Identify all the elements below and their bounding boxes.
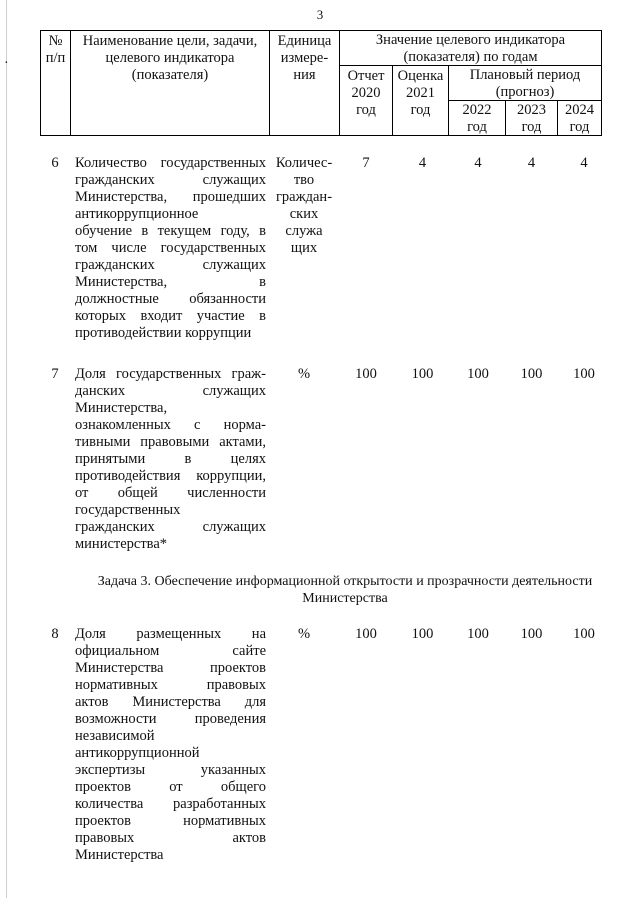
row-7-num: 7 bbox=[51, 366, 59, 382]
row-6-value-2024: 4 bbox=[580, 155, 588, 171]
header-plan-period: Плановый период (прогноз) bbox=[469, 67, 581, 100]
row-6-value-2020: 7 bbox=[362, 155, 370, 171]
table-header bbox=[40, 30, 602, 136]
row-7-value-2024: 100 bbox=[573, 366, 595, 382]
row-8-value-2022: 100 bbox=[467, 626, 489, 642]
row-7-name: Доля государственных граж- данских служащих Министерства, ознакомленных с норма- тивными правовыми актами, принятыми в целях противодействия коррупции, от общей численности государственных гражданских служащих министерства* bbox=[75, 366, 266, 552]
header-unit: Единица измере- ния bbox=[277, 33, 332, 83]
row-6-name: Количество государственных гражданских служащих Министерства, прошедших антикоррупционное обучение в текущем году, в том числе государственных гражданских служащих Министерства, в должностные обязанности которых входит участие в противодействии коррупции bbox=[75, 155, 266, 341]
header-2022: 2022 год bbox=[462, 102, 492, 135]
row-8-value-2023: 100 bbox=[520, 626, 543, 642]
header-2024: 2024 год bbox=[565, 102, 594, 135]
row-7-value-2023: 100 bbox=[520, 366, 543, 382]
row-6-value-2023: 4 bbox=[527, 155, 536, 171]
row-6-value-2021: 4 bbox=[418, 155, 427, 171]
row-6-unit: Количес- тво граждан- ских служа щих bbox=[275, 155, 333, 256]
header-report-2020: Отчет 2020 год bbox=[347, 68, 385, 118]
row-8-num: 8 bbox=[51, 626, 59, 642]
row-8-value-2024: 100 bbox=[573, 626, 595, 642]
row-7-unit: % bbox=[297, 366, 311, 382]
header-num: № п/п bbox=[45, 33, 66, 66]
scan-speck: · bbox=[4, 56, 9, 71]
row-8-value-2020: 100 bbox=[355, 626, 377, 642]
header-estimate-2021: Оценка 2021 год bbox=[397, 68, 444, 118]
row-7-value-2022: 100 bbox=[467, 366, 489, 382]
task-3-heading: Задача 3. Обеспечение информационной открытости и прозрачности деятельности Министерства bbox=[97, 574, 593, 606]
scan-edge-line bbox=[6, 0, 7, 898]
row-8-unit: % bbox=[297, 626, 311, 642]
row-7-value-2020: 100 bbox=[355, 366, 377, 382]
header-values-title: Значение целевого индикатора (показателя) по годам bbox=[375, 32, 566, 65]
header-name: Наименование цели, задачи, целевого индикатора (показателя) bbox=[82, 33, 258, 83]
row-8-value-2021: 100 bbox=[411, 626, 434, 642]
row-6-num: 6 bbox=[51, 155, 59, 171]
row-6-value-2022: 4 bbox=[474, 155, 482, 171]
page-number: 3 bbox=[316, 7, 324, 22]
row-8-name: Доля размещенных на официальном сайте Министерства проектов нормативных правовых актов Министерства для возможности проведения независимой антикоррупционной экспертизы указанных проектов от общего количества разработанных проектов нормативных правовых актов Министерства bbox=[75, 626, 266, 863]
row-7-value-2021: 100 bbox=[411, 366, 434, 382]
header-2023: 2023 год bbox=[517, 102, 546, 135]
